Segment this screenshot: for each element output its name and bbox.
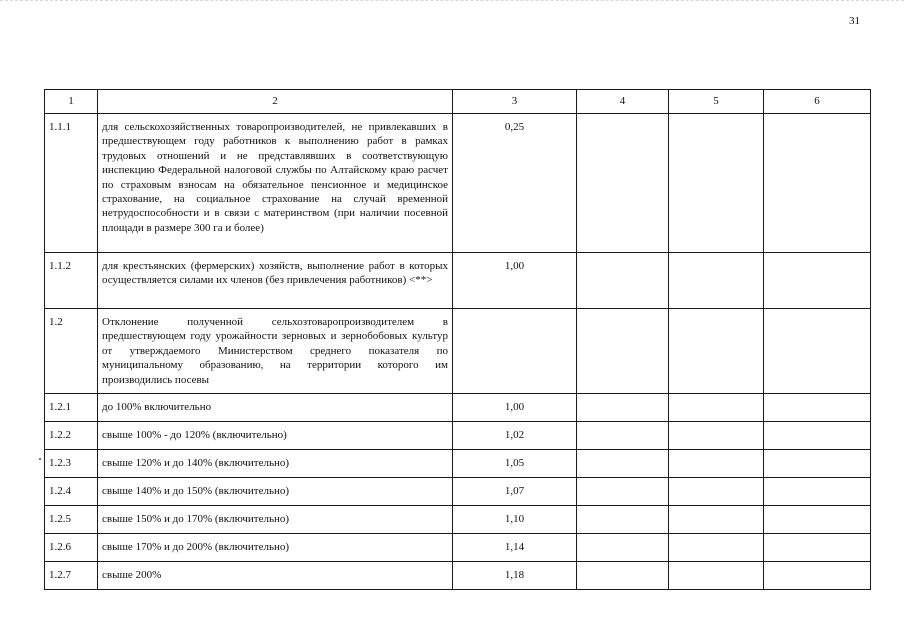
empty-cell: [577, 506, 669, 534]
empty-cell: [577, 478, 669, 506]
table-row: [45, 253, 871, 309]
row-description: до 100% включительно: [98, 394, 453, 422]
empty-cell: [669, 562, 764, 590]
table-row: [45, 450, 871, 478]
table-header-row: [45, 90, 871, 114]
coefficients-table: [44, 89, 871, 590]
row-number: 1.2.5: [45, 506, 98, 534]
table-row: [45, 534, 871, 562]
row-description: свыше 200%: [98, 562, 453, 590]
empty-cell: [764, 422, 871, 450]
empty-cell: [764, 478, 871, 506]
row-coefficient: 1,00: [453, 253, 577, 309]
empty-cell: [577, 562, 669, 590]
empty-cell: [764, 562, 871, 590]
row-number: 1.2: [45, 309, 98, 394]
row-coefficient: 1,05: [453, 450, 577, 478]
row-coefficient: 1,02: [453, 422, 577, 450]
row-description: свыше 120% и до 140% (включительно): [98, 450, 453, 478]
empty-cell: [577, 450, 669, 478]
row-coefficient: 1,00: [453, 394, 577, 422]
scan-edge: [0, 0, 904, 6]
row-coefficient: [453, 309, 577, 394]
row-number: 1.1.1: [45, 114, 98, 253]
empty-cell: [577, 114, 669, 253]
table-row: [45, 309, 871, 394]
row-number: 1.2.4: [45, 478, 98, 506]
row-number: 1.1.2: [45, 253, 98, 309]
column-header: 6: [764, 90, 871, 114]
empty-cell: [669, 253, 764, 309]
row-description: свыше 170% и до 200% (включительно): [98, 534, 453, 562]
empty-cell: [577, 309, 669, 394]
row-number: 1.2.1: [45, 394, 98, 422]
empty-cell: [764, 114, 871, 253]
empty-cell: [669, 478, 764, 506]
row-number: 1.2.3: [45, 450, 98, 478]
row-coefficient: 1,07: [453, 478, 577, 506]
row-description: для сельскохозяйственных товаропроизводителей, не привлекавших в предшествующем году работников к выполнению работ в рамках трудовых отношений и не представлявших в соответствующую инспекцию Федеральной налоговой службы по Алтайскому краю расчет по страховым взносам на обязательное пенсионное и медицинское страхование, на социальное страхование на случай временной нетрудоспособности и в связи с материнством (при наличии посевной площади в размере 300 га и более): [98, 114, 453, 253]
table-row: [45, 394, 871, 422]
empty-cell: [669, 422, 764, 450]
empty-cell: [764, 394, 871, 422]
empty-cell: [669, 114, 764, 253]
empty-cell: [764, 534, 871, 562]
page-number: 31: [849, 15, 860, 27]
empty-cell: [577, 394, 669, 422]
empty-cell: [669, 534, 764, 562]
row-coefficient: 1,10: [453, 506, 577, 534]
row-number: 1.2.7: [45, 562, 98, 590]
row-coefficient: 0,25: [453, 114, 577, 253]
row-description: свыше 150% и до 170% (включительно): [98, 506, 453, 534]
empty-cell: [669, 394, 764, 422]
row-number: 1.2.6: [45, 534, 98, 562]
row-number: 1.2.2: [45, 422, 98, 450]
table-row: [45, 478, 871, 506]
empty-cell: [577, 534, 669, 562]
row-coefficient: 1,14: [453, 534, 577, 562]
empty-cell: [577, 422, 669, 450]
empty-cell: [577, 253, 669, 309]
scan-speck: [39, 458, 41, 460]
empty-cell: [669, 309, 764, 394]
empty-cell: [764, 253, 871, 309]
column-header: 3: [453, 90, 577, 114]
table-row: [45, 506, 871, 534]
empty-cell: [764, 309, 871, 394]
empty-cell: [764, 506, 871, 534]
row-description: Отклонение полученной сельхозтоваропроизводителем в предшествующем году урожайности зерновых и зернобобовых культур от утверждаемого Министерством среднего показателя по муниципальному образованию, на территории которого им производились посевы: [98, 309, 453, 394]
column-header: 5: [669, 90, 764, 114]
empty-cell: [669, 450, 764, 478]
row-description: свыше 100% - до 120% (включительно): [98, 422, 453, 450]
empty-cell: [764, 450, 871, 478]
column-header: 2: [98, 90, 453, 114]
table-row: [45, 114, 871, 253]
column-header: 4: [577, 90, 669, 114]
column-header: 1: [45, 90, 98, 114]
table-row: [45, 562, 871, 590]
row-description: для крестьянских (фермерских) хозяйств, выполнение работ в которых осуществляется силами их членов (без привлечения работников) <**>: [98, 253, 453, 309]
empty-cell: [669, 506, 764, 534]
row-coefficient: 1,18: [453, 562, 577, 590]
table-row: [45, 422, 871, 450]
row-description: свыше 140% и до 150% (включительно): [98, 478, 453, 506]
